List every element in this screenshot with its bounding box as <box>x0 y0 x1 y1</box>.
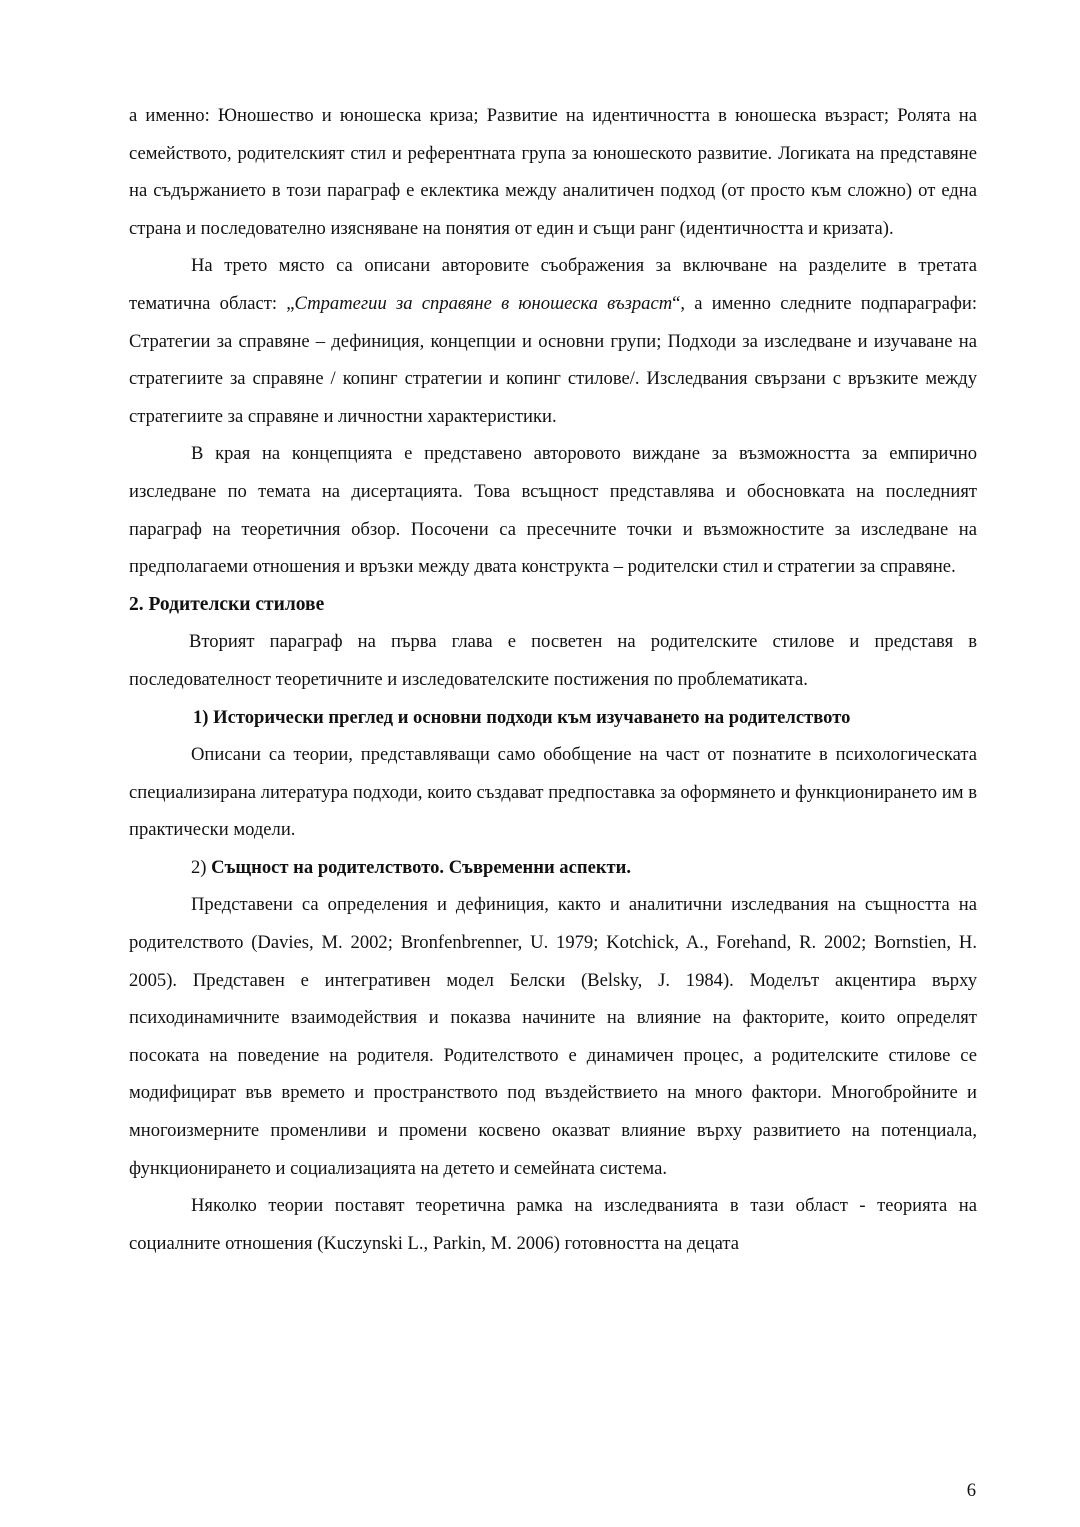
subsection-2-heading <box>129 849 977 887</box>
subsection-1-title: Исторически преглед и основни подходи към изучаването на родителството <box>208 706 851 728</box>
document-page <box>129 97 977 1262</box>
page-number: 6 <box>966 1480 976 1501</box>
subsection-1-heading <box>129 699 977 737</box>
paragraph-3: В края на концепцията е представено авторовото виждане за възможността за емпирично изследване по темата на дисертацията. Това всъщност представлява и обосновката на последният параграф на теоретичния обзор. Посочени са пресечните точки и възможностите за изследване на предполагаеми отношения и връзки между двата конструкта – родителски стил и стратегии за справяне. <box>129 443 977 578</box>
paragraph-2-italic-title: Стратегии за справяне в юношеска възраст <box>294 292 673 314</box>
paragraph-2-start: На трето място са описани авторовите съображения за включване на разделите в третата тематична област: „ <box>129 255 977 314</box>
paragraph-2 <box>129 247 977 435</box>
paragraph-7: Няколко теории поставят теоретична рамка на изследванията в тази област - теорията на социалните отношения (Kuczynski L., Parkin, M. 2006) готовността на децата <box>129 1195 977 1254</box>
subsection-1-number: 1) <box>193 706 209 728</box>
paragraph-1: а именно: Юношество и юношеска криза; Развитие на идентичността в юношеска възраст; Ролята на семейството, родителският стил и референтната група за юношеското развитие. Логиката на представяне на съдържанието в този параграф е еклектика между аналитичен подход (от просто към сложно) от една страна и последователно изясняване на понятия от един и същи ранг (идентичността и кризата). <box>129 105 977 239</box>
section-heading: 2. Родителски стилове <box>129 593 325 615</box>
paragraph-2-end: “, а именно следните подпараграфи: Стратегии за справяне – дефиниция, концепции и основни групи; Подходи за изследване и изучаване на стратегиите за справяне / копинг стратегии и копинг стилове/. Изследвания свързани с връзките между стратегиите за справяне и личностни характеристики. <box>129 292 977 427</box>
paragraph-5: Описани са теории, представляващи само обобщение на част от познатите в психологическата специализирана литература подходи, които създават предпоставка за оформянето и функционирането им в практически модели. <box>129 744 977 841</box>
paragraph-6: Представени са определения и дефиниция, както и аналитични изследвания на същността на родителството (Davies, M. 2002; Bronfenbrenner, U. 1979; Kotchick, A., Forehand, R. 2002; Bornstien, H. 2005). Представен е интегративен модел Белски (Belsky, J. 1984). Моделът акцентира върху психодинамичните взаимодействия и показва начините на влияние на факторите, които определят посоката на поведение на родителя. Родителството е динамичен процес, а родителските стилове се модифицират във времето и пространството под въздействието на много фактори. Многобройните и многоизмерните променливи и промени косвено оказват влияние върху развитието на потенциала, функционирането и социализацията на детето и семейната система. <box>129 894 977 1179</box>
subsection-2-number: 2) <box>191 856 207 878</box>
subsection-2-title: Същност на родителството. Съвременни аспекти. <box>206 856 632 878</box>
paragraph-4: Вторият параграф на първа глава е посветен на родителските стилове и представя в последователност теоретичните и изследователските постижения по проблематиката. <box>129 631 977 690</box>
